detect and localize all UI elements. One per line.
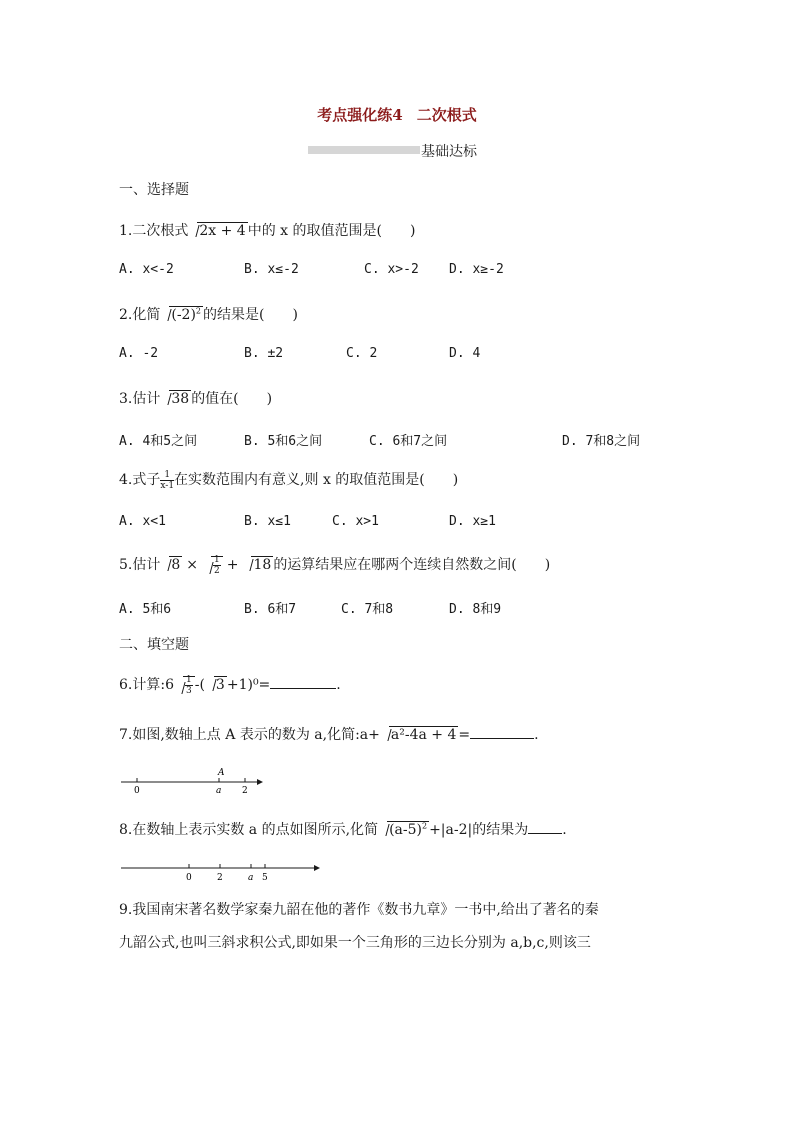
- option-b: B. ±2: [244, 346, 284, 361]
- option-d: D. 7和8之间: [562, 434, 641, 449]
- option-b: B. x≤1: [244, 514, 291, 529]
- radical: 8: [160, 557, 182, 573]
- fraction: $\frac{1}{x-1}$: [160, 469, 175, 491]
- tick-label: 2: [217, 873, 223, 883]
- option-b: B. x≤-2: [244, 262, 299, 277]
- tick-label: 5: [262, 873, 268, 883]
- radical: $(a-5)^2$: [378, 821, 429, 838]
- option-b: B. 5和6之间: [244, 434, 323, 449]
- q-number: 5.: [119, 557, 133, 573]
- option-a: A. 5和6: [119, 602, 172, 617]
- q-number: 2.: [119, 307, 133, 323]
- question-3: 3.估计 38 的值在( ): [119, 391, 273, 407]
- tick-label: 2: [242, 786, 248, 796]
- option-c: C. x>-2: [364, 262, 419, 277]
- question-4: 4.式子 $\frac{1}{x-1}$ 在实数范围内有意义,则 x 的取值范围是( ): [119, 469, 459, 491]
- title-topic: 二次根式: [416, 106, 477, 124]
- q-number: 1.: [119, 223, 133, 239]
- tick-label: 0: [186, 873, 192, 883]
- number-line-q8: [119, 858, 329, 888]
- radical: 18: [242, 557, 273, 573]
- option-c: C. 2: [346, 346, 378, 361]
- q-number: 7.: [119, 727, 133, 743]
- q-number: 9.: [119, 902, 133, 918]
- answer-blank: [528, 821, 562, 834]
- subtitle: 基础达标: [421, 144, 477, 160]
- question-6: 6.计算:6 $\frac{1}{3}$ -( 3 +1)⁰= .: [119, 674, 341, 696]
- radical: 3: [205, 677, 227, 693]
- q-number: 4.: [119, 472, 133, 488]
- tick-label: a: [216, 786, 222, 796]
- q-number: 6.: [119, 677, 133, 693]
- radical: $\frac{1}{3}$: [174, 675, 195, 696]
- question-7: 7.如图,数轴上点 A 表示的数为 a,化简:a+ a²-4a + 4 = .: [119, 727, 539, 743]
- question-9-line2: 九韶公式,也叫三斜求积公式,即如果一个三角形的三边长分别为 a,b,c,则该三: [119, 935, 591, 951]
- option-d: D. 4: [449, 346, 481, 361]
- option-d: D. x≥-2: [449, 262, 504, 277]
- q-number: 8.: [119, 822, 133, 838]
- option-a: A. -2: [119, 346, 159, 361]
- question-5: 5.估计 8 × $\frac{1}{2}$ + 18 的运算结果应在哪两个连续自然数之间( ): [119, 554, 551, 576]
- subtitle-bar: [308, 146, 420, 154]
- question-2: 2.化简 $(-2)^2$ 的结果是( ): [119, 306, 298, 323]
- page-title: [0, 104, 794, 125]
- question-8: 8.在数轴上表示实数 a 的点如图所示,化简 $(a-5)^2 +|a-2|$的结果为 .: [119, 821, 567, 838]
- radical: a²-4a + 4: [380, 727, 458, 743]
- question-9: 9.我国南宋著名数学家秦九韶在他的著作《数书九章》一书中,给出了著名的秦: [119, 902, 599, 918]
- radical: 38: [160, 391, 191, 407]
- option-a: A. x<1: [119, 514, 166, 529]
- option-c: C. x>1: [332, 514, 379, 529]
- question-1: 1.二次根式 2x + 4 中的 x 的取值范围是( ): [119, 223, 416, 239]
- option-d: D. 8和9: [449, 602, 502, 617]
- number-line-q7: [119, 764, 269, 800]
- tick-label: 0: [134, 786, 140, 796]
- option-a: A. 4和5之间: [119, 434, 198, 449]
- radical: $\frac{1}{2}$: [202, 555, 223, 576]
- answer-blank: [470, 726, 534, 739]
- answer-blank: [270, 676, 336, 689]
- option-b: B. 6和7: [244, 602, 297, 617]
- option-a: A. x<-2: [119, 262, 174, 277]
- option-d: D. x≥1: [449, 514, 496, 529]
- q-number: 3.: [119, 391, 133, 407]
- option-c: C. 7和8: [341, 602, 394, 617]
- option-c: C. 6和7之间: [369, 434, 448, 449]
- point-a-label: A: [218, 768, 225, 778]
- section-fill: 二、填空题: [119, 637, 189, 653]
- radical: $(-2)^2$: [160, 306, 203, 323]
- title-main: 考点强化练4: [317, 106, 403, 124]
- tick-label: a: [248, 873, 254, 883]
- radical: 2x + 4: [188, 223, 247, 239]
- section-choice: 一、选择题: [119, 182, 189, 198]
